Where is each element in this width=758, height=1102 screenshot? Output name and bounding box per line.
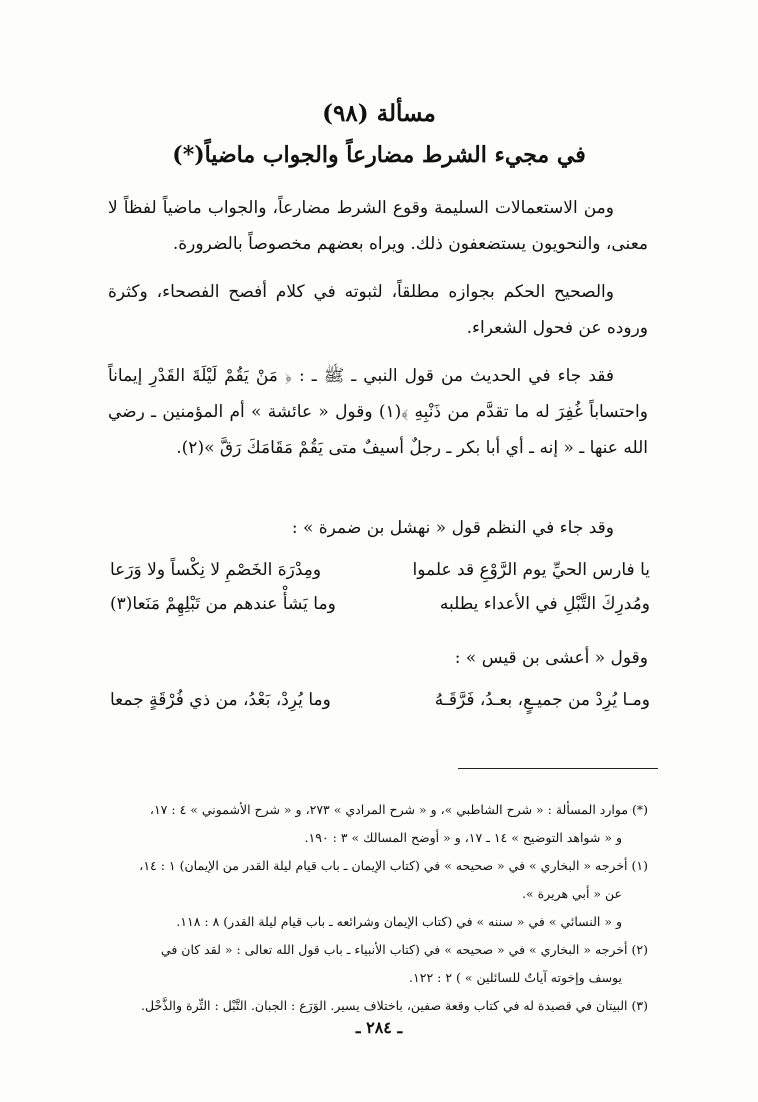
verse-2-second-hemistich: وما يَشأْ عندهم من تَبْلِهِمْ مَنَعا(٣): [110, 594, 336, 614]
footnote-line: (٣) البيتان في قصيدة له في كتاب وقعة صفين، باختلاف يسير. الوَرَع : الجبان. التَّبْل : التِّرة والذَّحْل.: [141, 998, 648, 1013]
verse-3: [110, 690, 650, 720]
paragraph-1: ومن الاستعمالات السليمة وقوع الشرط مضارعاً، والجواب ماضياً لفظاً لا معنى، والنحويون يستضعفون ذلك. ويراه بعضهم مخصوصاً بالضرورة.: [108, 198, 648, 254]
issue-subtitle: في مجيء الشرط مضارعاً والجواب ماضياً(*): [172, 142, 586, 168]
verse-3-second-hemistich: وما يُرِدْ، بَعْدُ، من ذي فُرْقَةٍ جمعا: [110, 690, 331, 710]
paragraph-3: فقد جاء في الحديث من قول النبي ـ ﷺ ـ : ﴿ مَنْ يَقُمْ لَيْلَةَ القَدْرِ إيماناً واحتساباً غُفِرَ له ما تقدَّم من ذَنْبِهِ ﴾(١) وقول « عائشة » أم المؤمنين ـ رضي الله عنها ـ « إنه ـ أي أبا بكر ـ رجلٌ أسيفٌ متى يَقُمْ مَقَامَكَ رَقَّ »(٢).: [108, 366, 648, 458]
verse-1-second-hemistich: ومِدْرَهَ الخَصْمِ لا نِكْساً ولا وَرَعا: [110, 560, 322, 580]
paragraph-5: وقول « أعشى بن قيس » :: [454, 648, 648, 668]
paragraph-2: والصحيح الحكم بجوازه مطلقاً، لثبوته في كلام أفصح الفصحاء، وكثرة وروده عن فحول الشعراء.: [108, 282, 648, 338]
verse-2: [110, 594, 650, 624]
footnote-line: و « شواهد التوضيح » ١٤ ـ ١٧، و « أوضح المسالك » ٣ : ١٩٠.: [304, 830, 622, 845]
verse-1-first-hemistich: يا فارس الحيِّ يوم الرَّوْعِ قد علموا: [412, 560, 650, 580]
footnote-line: يوسف وإخوته آياتٌ للسائلين » ) ٢ : ١٢٢.: [409, 970, 622, 985]
verse-3-first-hemistich: ومـا يُرِدْ من جميـعٍ، بعـدُ، فَرَّقَـهُ: [434, 690, 650, 710]
page-number: ـ ٢٨٤ ـ: [355, 1018, 403, 1037]
verse-1: [110, 560, 650, 590]
verse-2-first-hemistich: ومُدرِكَ التَّبْلِ في الأعداء يطلبه: [439, 594, 650, 614]
footnotes: [108, 796, 648, 1020]
footnote-line: عن « أبي هريرة ».: [522, 886, 622, 901]
paragraph-4: وقد جاء في النظم قول « نهشل بن ضمرة » :: [291, 518, 614, 538]
issue-title: مسألة (٩٨): [322, 100, 436, 127]
footnote-line: (*) موارد المسألة : « شرح الشاطبي »، و « شرح المرادي » ٢٧٣، و « شرح الأشموني » ٤ : ١٧،: [149, 802, 648, 817]
footnote-line: (١) أخرجه « البخاري » في « صحيحه » في (كتاب الإيمان ـ باب قيام ليلة القدر من الإيمان) ١ : ١٤،: [139, 858, 648, 873]
footnote-line: و « النسائي » في « سننه » في (كتاب الإيمان وشرائعه ـ باب قيام ليلة القدر) ٨ : ١١٨.: [176, 914, 622, 929]
footnote-line: (٢) أخرجه « البخاري » في « صحيحه » في (كتاب الأنبياء ـ باب قول الله تعالى : « لقد كان في: [160, 942, 648, 957]
footnote-separator: [458, 768, 658, 769]
